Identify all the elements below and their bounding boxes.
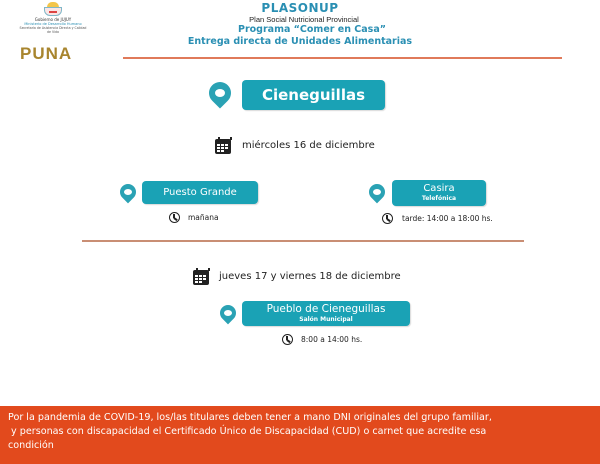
government-emblem-icon bbox=[39, 2, 67, 16]
page-subtitle: Plan Social Nutricional Provincial bbox=[249, 15, 359, 24]
map-pin-icon bbox=[366, 181, 389, 204]
place-detail: Salón Municipal bbox=[299, 316, 353, 323]
map-pin-icon bbox=[204, 77, 235, 108]
schedule-date-2: jueves 17 y viernes 18 de diciembre bbox=[219, 271, 401, 282]
clock-icon bbox=[382, 213, 393, 224]
calendar-icon bbox=[215, 139, 231, 154]
map-pin-icon bbox=[217, 302, 240, 325]
page-header bbox=[150, 0, 450, 48]
place-detail: Telefónica bbox=[421, 195, 457, 202]
place-name: Puesto Grande bbox=[163, 187, 237, 198]
region-label: PUNA bbox=[20, 44, 73, 63]
government-logo bbox=[18, 2, 88, 34]
place-badge-pueblo-de-cieneguillas bbox=[242, 301, 410, 326]
place-name: Pueblo de Cieneguillas bbox=[266, 303, 386, 315]
covid-notice-banner bbox=[0, 406, 600, 464]
map-pin-icon bbox=[117, 181, 140, 204]
clock-icon bbox=[169, 212, 180, 223]
header-divider bbox=[123, 57, 562, 59]
place-name: Casira bbox=[423, 183, 455, 194]
notice-line-1: Por la pandemia de COVID-19, los/las titulares deben tener a mano DNI originales del grupo familiar, bbox=[8, 412, 492, 423]
place-badge-casira bbox=[392, 180, 486, 206]
ministry-name: Ministerio de Desarrollo Humano bbox=[24, 22, 82, 26]
locality-name: Cieneguillas bbox=[261, 86, 366, 104]
calendar-icon bbox=[193, 270, 209, 285]
notice-line-2: y personas con discapacidad el Certificado Único de Discapacidad (CUD) o carnet que acredite esa bbox=[8, 426, 487, 437]
locality-badge bbox=[242, 80, 385, 110]
place-time: 8:00 a 14:00 hs. bbox=[301, 335, 363, 344]
gov-name: Gobierno de JUJUY bbox=[34, 17, 72, 22]
clock-icon bbox=[282, 334, 293, 345]
place-time: tarde: 14:00 a 18:00 hs. bbox=[402, 214, 493, 223]
schedule-date-1: miércoles 16 de diciembre bbox=[242, 140, 375, 151]
notice-line-3: condición bbox=[8, 440, 54, 451]
section-divider bbox=[82, 240, 524, 242]
place-time: mañana bbox=[188, 213, 219, 222]
place-badge-puesto-grande bbox=[142, 181, 258, 204]
page-title: PLASONUP bbox=[261, 1, 339, 15]
delivery-description: Entrega directa de Unidades Alimentarias bbox=[187, 36, 413, 47]
program-name: Programa “Comer en Casa” bbox=[238, 24, 386, 35]
secretariat-name: Secretaría de Asistencia Directa y Calidad de Vida bbox=[19, 26, 87, 34]
